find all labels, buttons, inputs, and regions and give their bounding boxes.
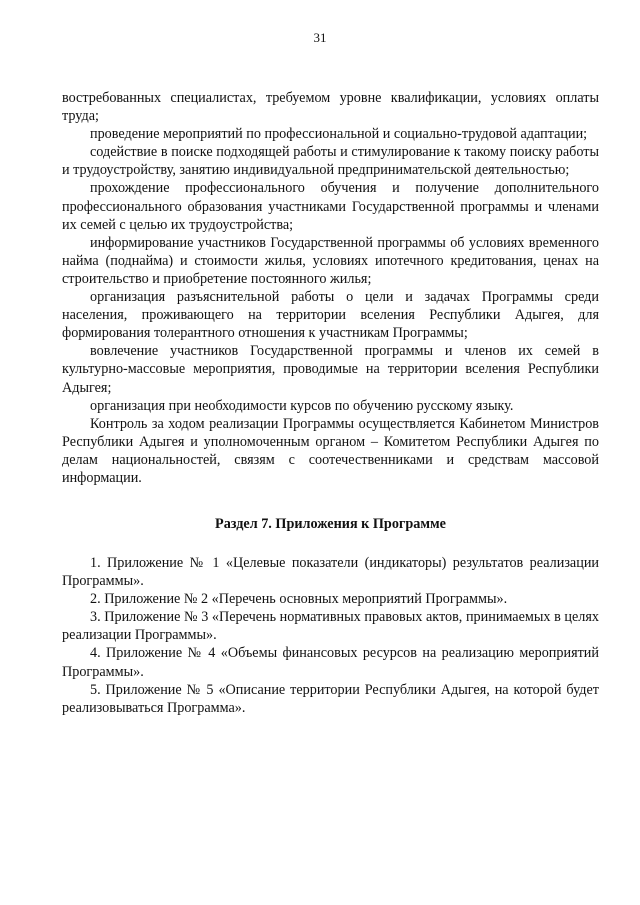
paragraph: Контроль за ходом реализации Программы осуществляется Кабинетом Министров Республики Адыгея и уполномоченным органом – Комитетом Республики Адыгея по делам национальностей, связям с соотечественниками и средствам массовой информации. (62, 415, 599, 486)
paragraph: вовлечение участников Государственной программы и членов их семей в культурно-массовые мероприятия, проводимые на территории вселения Республики Адыгея; (62, 343, 599, 396)
body-text (62, 89, 599, 487)
paragraph: содействие в поиске подходящей работы и стимулирование к такому поиску работы и трудоустройству, занятию индивидуальной предпринимательской деятельностью; (62, 144, 599, 179)
paragraph: прохождение профессионального обучения и получение дополнительного профессионального образования участниками Государственной программы и членами их семей с целью их трудоустройства; (62, 180, 599, 233)
paragraph-continuation: востребованных специалистах, требуемом уровне квалификации, условиях оплаты труда; (62, 90, 599, 125)
appendix-item: 3. Приложение № 3 «Перечень нормативных правовых актов, принимаемых в целях реализации Программы». (62, 609, 599, 644)
page-number: 31 (313, 30, 327, 45)
paragraph: информирование участников Государственной программы об условиях временного найма (поднайма) и стоимости жилья, условиях ипотечного кредитования, ценах на строительство и приобретение постоянного жилья; (62, 234, 599, 287)
appendix-item: 4. Приложение № 4 «Объемы финансовых ресурсов на реализацию мероприятий Программы». (62, 645, 599, 680)
paragraph: проведение мероприятий по профессиональной и социально-трудовой адаптации; (90, 126, 588, 143)
appendix-item: 2. Приложение № 2 «Перечень основных мероприятий Программы». (90, 591, 508, 608)
appendix-item: 1. Приложение № 1 «Целевые показатели (индикаторы) результатов реализации Программы». (62, 555, 599, 590)
section-title: Раздел 7. Приложения к Программе (215, 516, 446, 532)
appendix-list (62, 554, 599, 717)
paragraph: организация при необходимости курсов по обучению русскому языку. (90, 397, 514, 414)
appendix-item: 5. Приложение № 5 «Описание территории Республики Адыгея, на которой будет реализовываться Программа». (62, 681, 599, 716)
paragraph: организация разъяснительной работы о цели и задачах Программы среди населения, проживающего на территории вселения Республики Адыгея, для формирования толерантного отношения к участникам Программы; (62, 289, 599, 342)
